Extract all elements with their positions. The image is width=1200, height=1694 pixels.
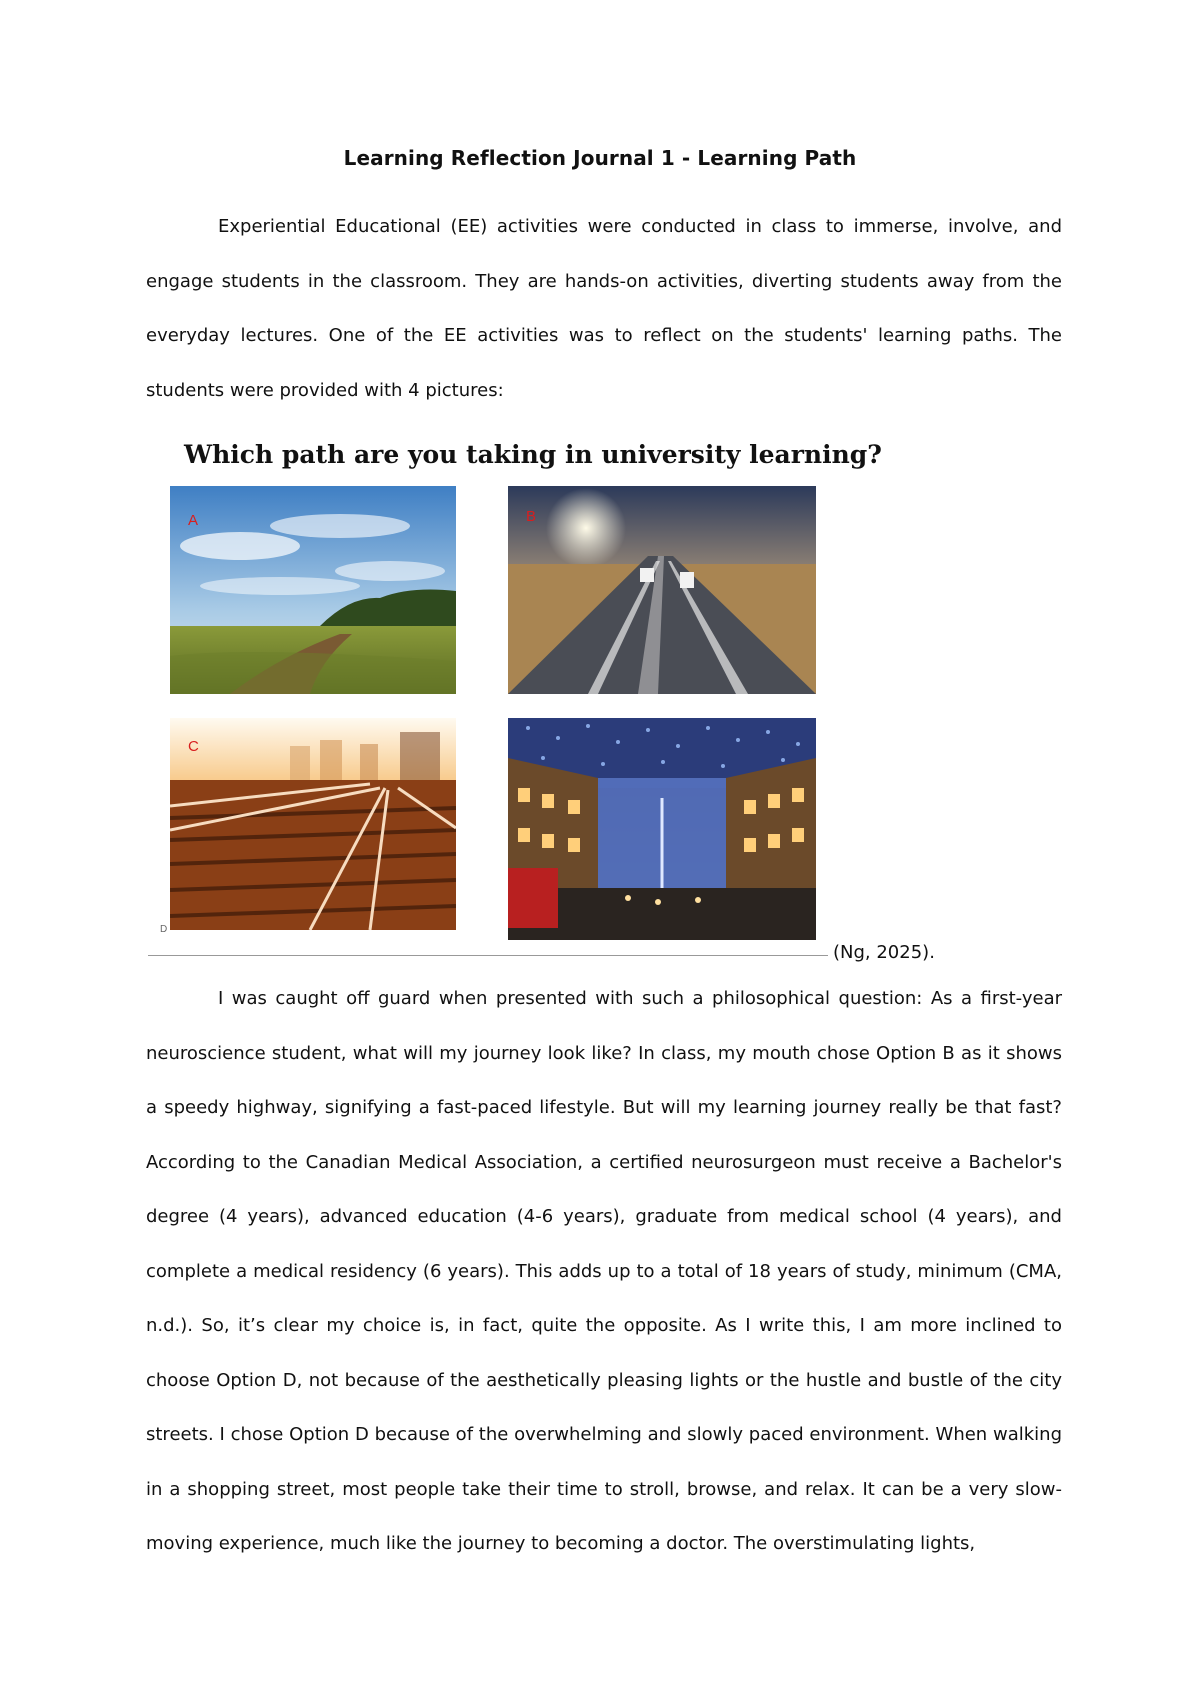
photo-label-b: B (526, 508, 537, 525)
photo-a-field-road (170, 486, 456, 694)
photo-b-highway (508, 486, 816, 694)
photo-c-railway (170, 718, 456, 930)
reflection-paragraph-text: I was caught off guard when presented with such a philosophical question: As a first-year neuroscience student, what will my journey look like? In class, my mouth chose Option B as it shows a speedy highway, signifying a fast-paced lifestyle. But will my learning journey really be that fast? According to the Canadian Medical Association, a certified neurosurgeon must receive a Bachelor's degree (4 years), advanced education (4-6 years), graduate from medical school (4 years), and complete a medical residency (6 years). This adds up to a total of 18 years of study, minimum (CMA, n.d.). So, it’s clear my choice is, in fact, quite the opposite. As I write this, I am more inclined to choose Option D, not because of the aesthetically pleasing lights or the hustle and bustle of the city streets. I chose Option D because of the overwhelming and slowly paced environment. When walking in a shopping street, most people take their time to stroll, browse, and relax. It can be a very slow-moving experience, much like the journey to becoming a doctor. The overstimulating lights, (146, 988, 1062, 1554)
figure-citation: (Ng, 2025). (833, 942, 935, 963)
learning-path-figure (160, 440, 882, 940)
photo-label-c: C (188, 738, 199, 755)
figure-heading: Which path are you taking in university learning? (184, 440, 882, 469)
photo-d-shopping-street (508, 718, 816, 940)
intro-paragraph (146, 200, 1062, 418)
figure-small-mark: D (160, 924, 168, 935)
figure-rule (148, 955, 828, 956)
photo-label-a: A (188, 512, 199, 529)
page-title: Learning Reflection Journal 1 - Learning Path (343, 146, 857, 170)
intro-paragraph-text: Experiential Educational (EE) activities were conducted in class to immerse, involve, and engage students in the classroom. They are hands-on activities, diverting students away from the everyday lectures. One of the EE activities was to reflect on the students' learning paths. The students were provided with 4 pictures: (146, 216, 1062, 401)
reflection-paragraph (146, 972, 1062, 1572)
